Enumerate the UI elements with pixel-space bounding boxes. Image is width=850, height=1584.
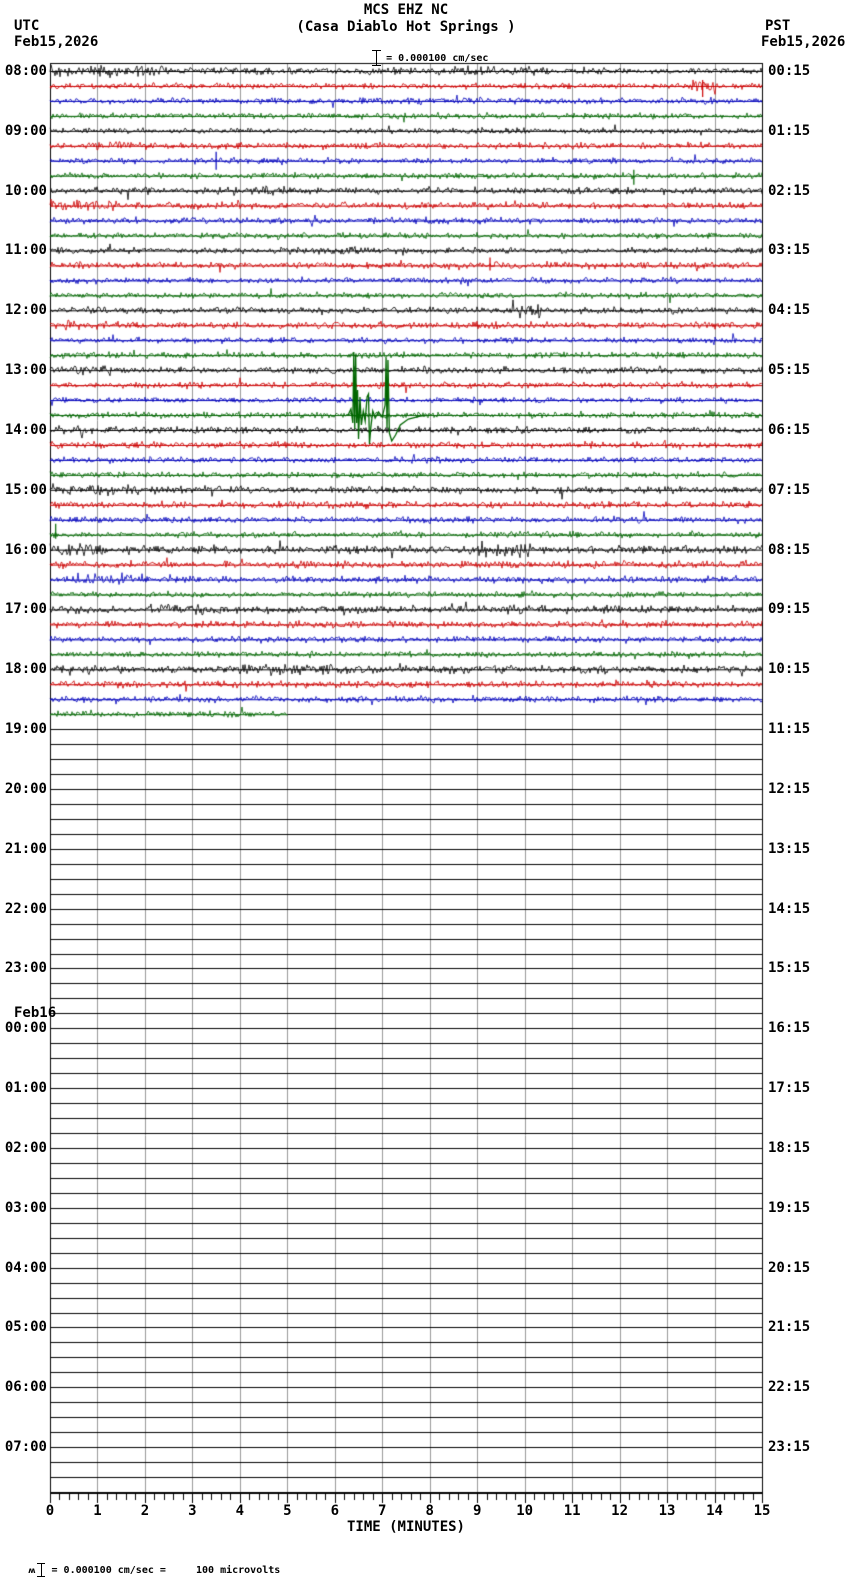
left-hour-label: 15:00 bbox=[4, 481, 47, 498]
footer-mark: ʍ bbox=[28, 1566, 36, 1575]
left-hour-label: 21:00 bbox=[4, 840, 47, 857]
left-hour-label: 13:00 bbox=[4, 362, 47, 379]
right-hour-label: 06:15 bbox=[768, 421, 811, 438]
x-tick-label: 14 bbox=[706, 1503, 723, 1519]
right-hour-label: 01:15 bbox=[768, 122, 811, 139]
right-hour-label: 20:15 bbox=[768, 1259, 811, 1276]
left-timezone: UTC bbox=[14, 18, 40, 34]
x-tick-label: 2 bbox=[140, 1503, 150, 1519]
footer-ibeam-icon bbox=[37, 1563, 45, 1577]
right-hour-label: 11:15 bbox=[768, 721, 811, 738]
scale-label: = 0.000100 cm/sec bbox=[386, 53, 489, 64]
right-hour-label: 00:15 bbox=[768, 63, 811, 79]
x-tick-label: 11 bbox=[563, 1503, 581, 1519]
right-hour-label: 13:15 bbox=[768, 840, 811, 857]
right-hour-label: 22:15 bbox=[768, 1379, 811, 1396]
x-tick-label: 4 bbox=[235, 1503, 245, 1519]
x-tick-label: 1 bbox=[93, 1503, 102, 1519]
right-hour-label: 17:15 bbox=[768, 1080, 811, 1097]
right-hour-label: 12:15 bbox=[768, 780, 811, 797]
page-title: MCS EHZ NC bbox=[363, 2, 449, 18]
right-hour-label: 03:15 bbox=[768, 242, 811, 259]
left-hour-label: 04:00 bbox=[4, 1259, 47, 1276]
x-tick-label: 10 bbox=[516, 1503, 534, 1519]
left-hour-label: 11:00 bbox=[4, 242, 47, 259]
right-hour-label: 18:15 bbox=[768, 1139, 811, 1156]
left-hour-label: 16:00 bbox=[4, 541, 47, 558]
left-hour-label: 00:00 bbox=[4, 1020, 47, 1037]
left-hour-label: 14:00 bbox=[4, 421, 47, 438]
left-hour-label: 17:00 bbox=[4, 601, 47, 618]
left-hour-label: 08:00 bbox=[4, 63, 47, 79]
x-tick-label: 9 bbox=[472, 1503, 482, 1519]
left-hour-label: 23:00 bbox=[4, 960, 47, 977]
right-hour-label: 19:15 bbox=[768, 1199, 811, 1216]
page-subtitle: (Casa Diablo Hot Springs ) bbox=[296, 19, 516, 35]
scale-ibeam-icon bbox=[372, 50, 381, 66]
x-tick-label: 15 bbox=[753, 1503, 771, 1519]
x-tick-label: 5 bbox=[283, 1503, 292, 1519]
left-hour-label: 12:00 bbox=[4, 302, 47, 319]
left-hour-label: 07:00 bbox=[4, 1439, 47, 1456]
right-hour-label: 16:15 bbox=[768, 1020, 811, 1037]
right-hour-label: 07:15 bbox=[768, 481, 811, 498]
right-hour-label: 23:15 bbox=[768, 1439, 811, 1456]
left-hour-label: 22:00 bbox=[4, 900, 47, 917]
left-hour-label: 06:00 bbox=[4, 1379, 47, 1396]
left-hour-label: 02:00 bbox=[4, 1139, 47, 1156]
x-tick-label: 13 bbox=[658, 1503, 676, 1519]
x-tick-label: 12 bbox=[611, 1503, 629, 1519]
left-hour-label: 18:00 bbox=[4, 661, 47, 678]
left-hour-label: 09:00 bbox=[4, 122, 47, 139]
right-hour-label: 09:15 bbox=[768, 601, 811, 618]
left-hour-label: 05:00 bbox=[4, 1319, 47, 1336]
x-tick-label: 6 bbox=[330, 1503, 340, 1519]
right-hour-label: 05:15 bbox=[768, 362, 811, 379]
right-timezone: PST bbox=[765, 18, 791, 34]
right-hour-label: 15:15 bbox=[768, 960, 811, 977]
footer-note: = 0.000100 cm/sec = 100 microvolts bbox=[45, 1565, 281, 1576]
right-hour-label: 02:15 bbox=[768, 182, 811, 199]
x-tick-label: 8 bbox=[425, 1503, 434, 1519]
left-hour-label: 19:00 bbox=[4, 721, 47, 738]
x-tick-label: 0 bbox=[45, 1503, 55, 1519]
right-hour-label: 10:15 bbox=[768, 661, 811, 678]
x-tick-label: 7 bbox=[378, 1503, 387, 1519]
right-hour-label: 08:15 bbox=[768, 541, 811, 558]
x-tick-label: 3 bbox=[188, 1503, 197, 1519]
left-date: Feb15,2026 bbox=[14, 34, 99, 50]
left-hour-label: 01:00 bbox=[4, 1080, 47, 1097]
right-hour-label: 14:15 bbox=[768, 900, 811, 917]
left-hour-label: 10:00 bbox=[4, 182, 47, 199]
right-hour-label: 21:15 bbox=[768, 1319, 811, 1336]
left-hour-label: 20:00 bbox=[4, 780, 47, 797]
right-date: Feb15,2026 bbox=[761, 34, 846, 50]
date-rollover-label: Feb16 bbox=[14, 1005, 57, 1022]
left-hour-label: 03:00 bbox=[4, 1199, 47, 1216]
right-hour-label: 04:15 bbox=[768, 302, 811, 319]
x-axis-label: TIME (MINUTES) bbox=[346, 1519, 465, 1535]
